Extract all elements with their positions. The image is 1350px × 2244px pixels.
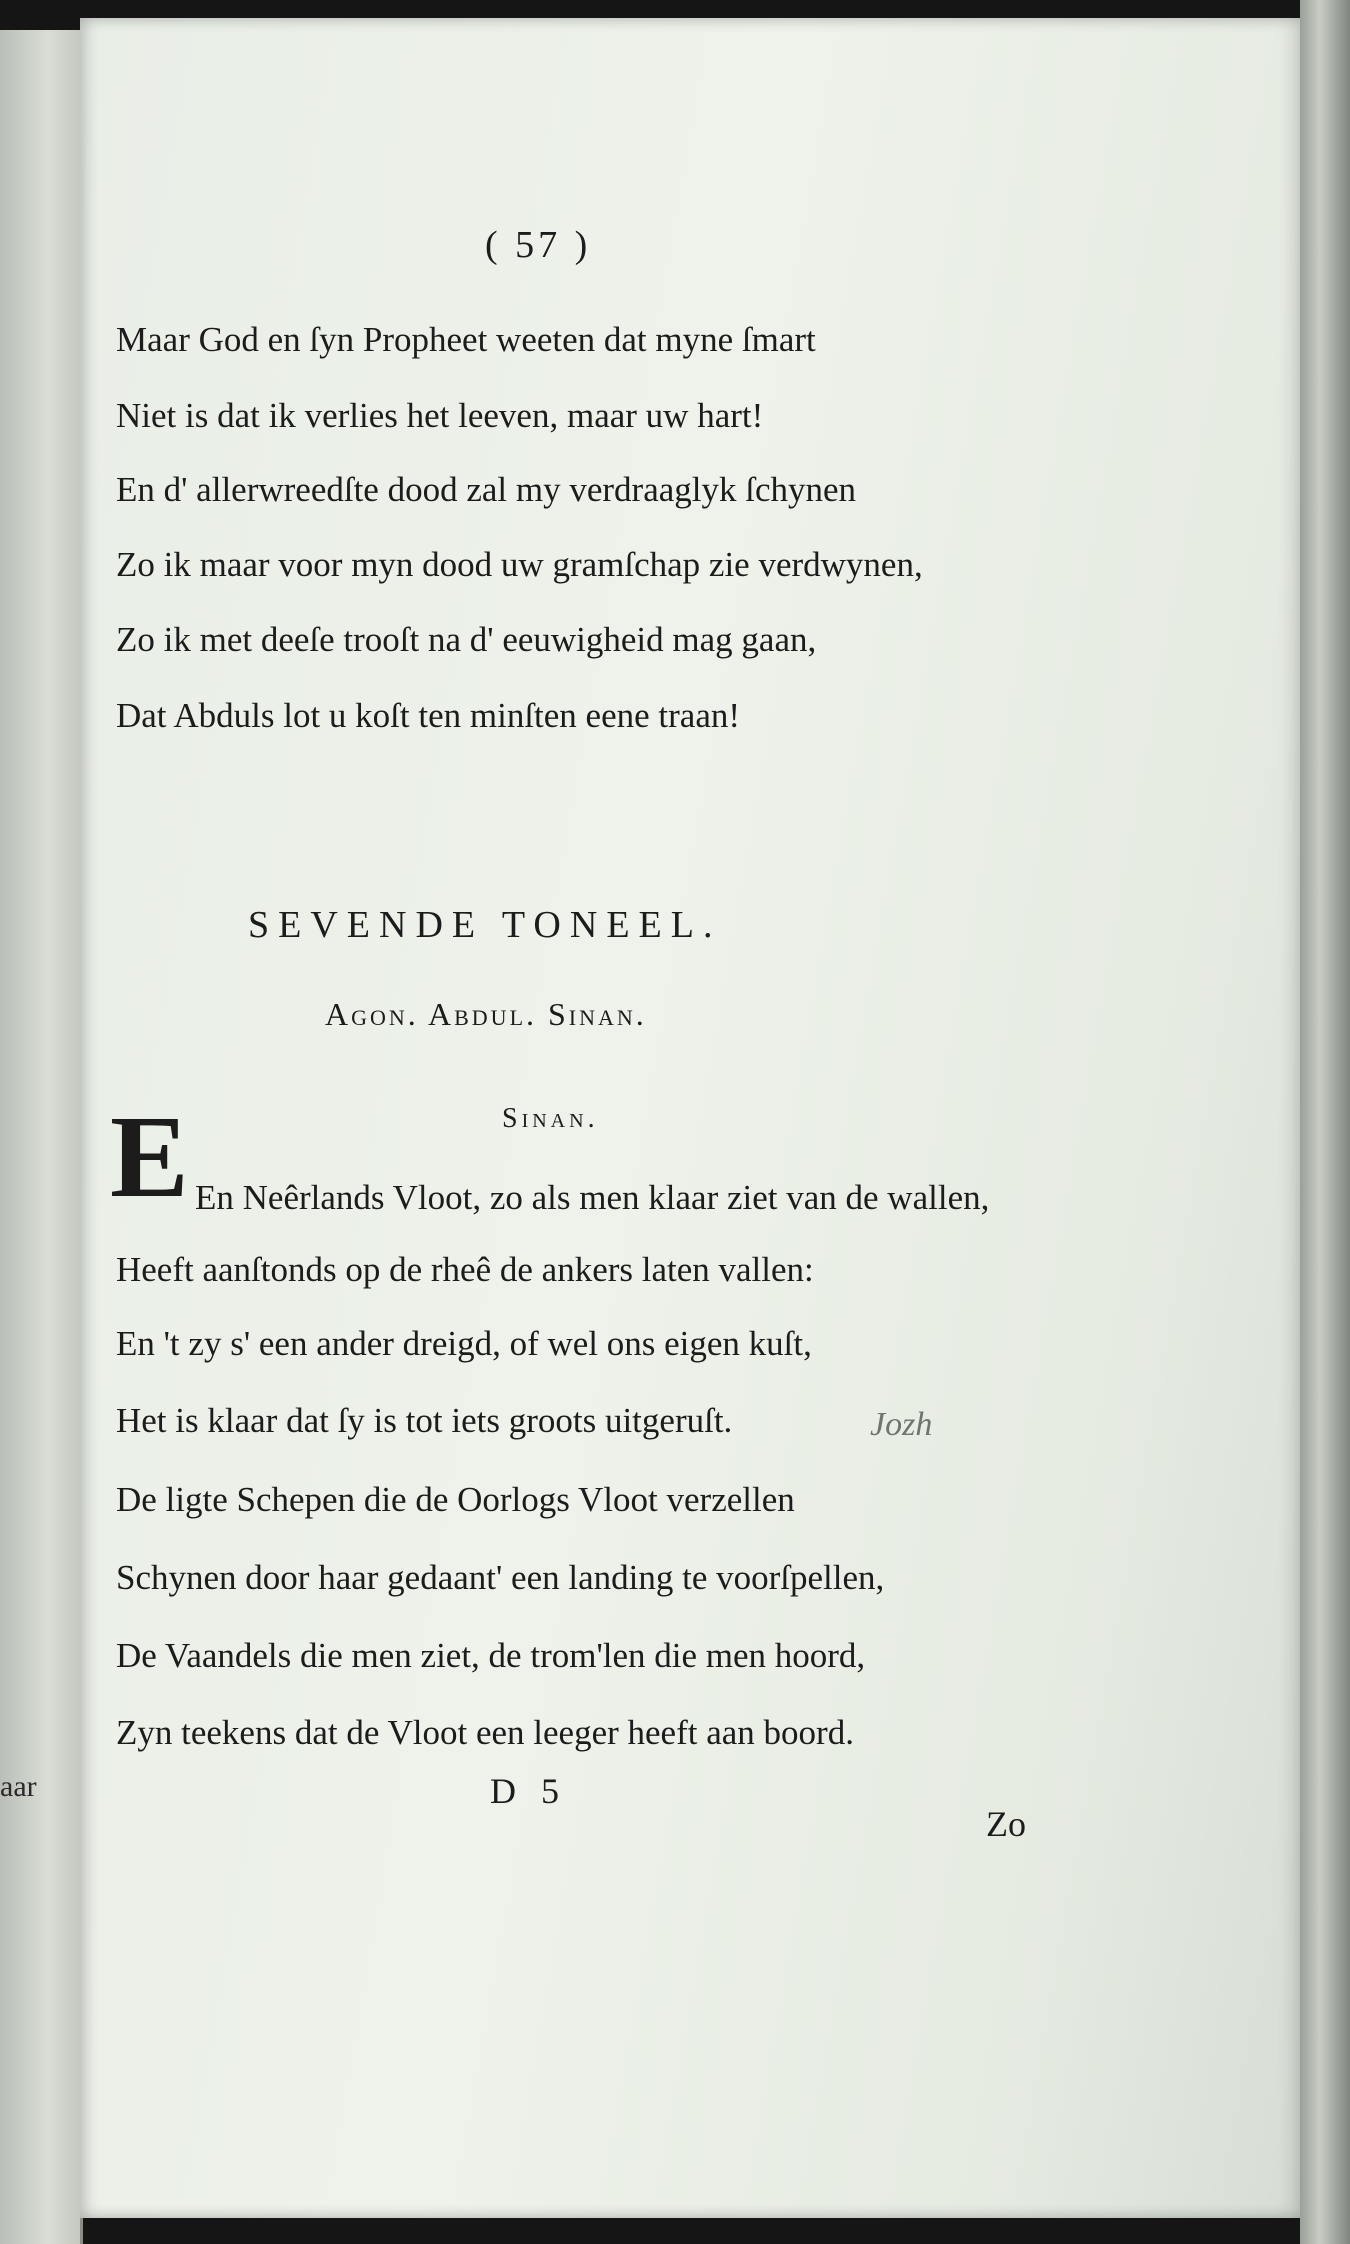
verse-line: Schynen door haar gedaant' een landing te voorſpellen,	[116, 1558, 885, 1597]
drop-cap: E	[110, 1091, 189, 1222]
verse-line: Zo ik maar voor myn dood uw gramſchap zie verdwynen,	[116, 545, 923, 584]
verse-line: Zo ik met deeſe trooſt na d' eeuwigheid mag gaan,	[116, 620, 817, 659]
left-page-edge	[0, 30, 83, 2244]
verse-line: De ligte Schepen die de Oorlogs Vloot verzellen	[116, 1480, 795, 1519]
verse-line: Zyn teekens dat de Vloot een leeger heeft aan boord.	[116, 1713, 854, 1752]
verse-line: Maar God en ſyn Propheet weeten dat myne ſmart	[116, 320, 816, 359]
verse-line: En d' allerwreedſte dood zal my verdraaglyk ſchynen	[116, 470, 857, 509]
pencil-annotation: Jozh	[870, 1406, 933, 1443]
verse-line: Niet is dat ik verlies het leeven, maar uw hart!	[116, 396, 764, 435]
verse-line: Heeft aanſtonds op de rheê de ankers laten vallen:	[116, 1250, 814, 1289]
signature-mark: D 5	[490, 1771, 567, 1811]
verse-line: En Neêrlands Vloot, zo als men klaar ziet van de wallen,	[195, 1178, 990, 1217]
verse-line: En 't zy s' een ander dreigd, of wel ons eigen kuſt,	[116, 1324, 812, 1363]
page-stack-edge	[1300, 0, 1350, 2244]
character-list: Agon. Abdul. Sinan.	[325, 996, 647, 1032]
left-page-fragment: aar	[0, 1770, 37, 1803]
speaker-name: Sinan.	[502, 1103, 599, 1134]
book-page	[80, 18, 1300, 2218]
verse-line: Dat Abduls lot u koſt ten minſten eene traan!	[116, 696, 741, 735]
verse-line: De Vaandels die men ziet, de trom'len die men hoord,	[116, 1636, 866, 1675]
catchword: Zo	[986, 1804, 1026, 1844]
verse-line: Het is klaar dat ſy is tot iets groots uitgeruſt.	[116, 1401, 733, 1440]
page-number: ( 57 )	[485, 224, 592, 266]
scene-heading: SEVENDE TONEEL.	[248, 904, 722, 946]
